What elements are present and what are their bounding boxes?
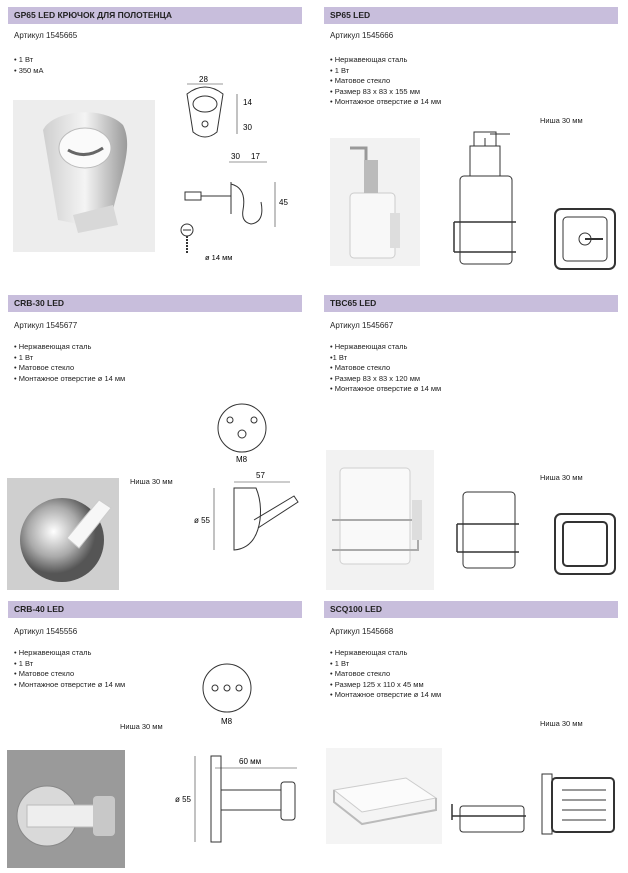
- niche-label: Ниша 30 мм: [540, 719, 583, 728]
- article-number: Артикул 1545668: [330, 627, 394, 636]
- spec-item: • Монтажное отверстие ø 14 мм: [14, 679, 126, 689]
- spec-item: • Монтажное отверстие ø 14 мм: [330, 384, 442, 393]
- spec-item: • Нержавеющая сталь: [14, 648, 92, 657]
- dim-width: 57: [256, 471, 265, 480]
- dim-h3: 45: [279, 198, 288, 207]
- spec-item: • Размер 125 х 110 х 45 мм: [330, 679, 424, 689]
- spec-list: [14, 648, 125, 690]
- front-view-tbc65: [553, 510, 619, 580]
- technical-drawing-crb40: [175, 660, 305, 860]
- spec-item: • Матовое стекло: [330, 669, 391, 678]
- section-header-scq100: SCQ100 LED: [324, 601, 618, 618]
- technical-drawing-tbc65: [455, 488, 525, 578]
- article-number: Артикул 1545666: [330, 31, 394, 40]
- spec-item: • Матовое стекло: [330, 363, 391, 372]
- section-header-crb40: CRB-40 LED: [8, 601, 302, 618]
- spec-item: • 1 Вт: [330, 65, 350, 75]
- niche-label: Ниша 30 мм: [540, 473, 583, 482]
- spec-list: [330, 342, 441, 395]
- spec-item: • Матовое стекло: [330, 76, 391, 85]
- technical-drawing-scq100: [450, 800, 530, 840]
- spec-item: •1 Вт: [330, 352, 348, 362]
- dim-d1: 30: [231, 152, 240, 161]
- front-view-scq100: [540, 770, 620, 840]
- niche-label: Ниша 30 мм: [130, 477, 173, 486]
- article-number: Артикул 1545665: [14, 31, 78, 40]
- dim-diameter: ø 55: [175, 795, 192, 804]
- dim-width: 60 мм: [239, 757, 262, 766]
- technical-drawing-crb30: [190, 390, 310, 560]
- dim-h2: 30: [243, 123, 252, 132]
- spec-item: • 350 мА: [14, 65, 44, 75]
- niche-label: Ниша 30 мм: [120, 722, 163, 731]
- spec-item: • Матовое стекло: [14, 669, 75, 678]
- spec-item: • Нержавеющая сталь: [14, 342, 92, 351]
- spec-list: [330, 55, 441, 108]
- article-number: Артикул 1545667: [330, 321, 394, 330]
- technical-drawing-sp65: [446, 130, 526, 270]
- dim-hole: ø 14 мм: [205, 253, 233, 262]
- spec-item: • Монтажное отверстие ø 14 мм: [14, 373, 126, 383]
- section-header-tbc65: TBC65 LED: [324, 295, 618, 312]
- article-number: Артикул 1545556: [14, 627, 78, 636]
- spec-list: [14, 55, 43, 76]
- product-photo-tbc65: [326, 450, 434, 590]
- front-view-sp65: [553, 205, 619, 275]
- spec-item: • 1 Вт: [14, 352, 34, 362]
- spec-item: • Размер 83 х 83 х 155 мм: [330, 86, 420, 96]
- spec-item: • 1 Вт: [14, 658, 34, 668]
- spec-item: • Нержавеющая сталь: [330, 648, 408, 657]
- product-photo-scq100: [326, 748, 442, 844]
- spec-item: • Нержавеющая сталь: [330, 55, 408, 64]
- dim-diameter: ø 55: [194, 516, 211, 525]
- section-header-crb30: CRB-30 LED: [8, 295, 302, 312]
- screw-label: M8: [221, 717, 233, 726]
- product-photo-crb40: [7, 750, 125, 868]
- spec-item: • 1 Вт: [14, 55, 34, 64]
- spec-item: • Монтажное отверстие ø 14 мм: [330, 690, 442, 699]
- spec-item: • Матовое стекло: [14, 363, 75, 372]
- spec-item: • Нержавеющая сталь: [330, 342, 408, 351]
- spec-item: • Монтажное отверстие ø 14 мм: [330, 97, 442, 106]
- spec-item: • 1 Вт: [330, 658, 350, 668]
- spec-list: [14, 342, 125, 384]
- product-photo-crb30: [7, 478, 119, 590]
- niche-label: Ниша 30 мм: [540, 116, 583, 125]
- dim-h1: 14: [243, 98, 252, 107]
- product-photo-gp65: [13, 100, 155, 252]
- technical-drawing-gp65: [165, 72, 305, 262]
- section-header-gp65: GP65 LED КРЮЧОК ДЛЯ ПОЛОТЕНЦА: [8, 7, 302, 24]
- dim-width: 28: [199, 75, 208, 84]
- screw-label: M8: [236, 455, 248, 464]
- dim-d2: 17: [251, 152, 260, 161]
- article-number: Артикул 1545677: [14, 321, 78, 330]
- spec-list: [330, 648, 441, 701]
- product-photo-sp65: [330, 138, 420, 266]
- spec-item: • Размер 83 х 83 х 120 мм: [330, 373, 420, 383]
- section-header-sp65: SP65 LED: [324, 7, 618, 24]
